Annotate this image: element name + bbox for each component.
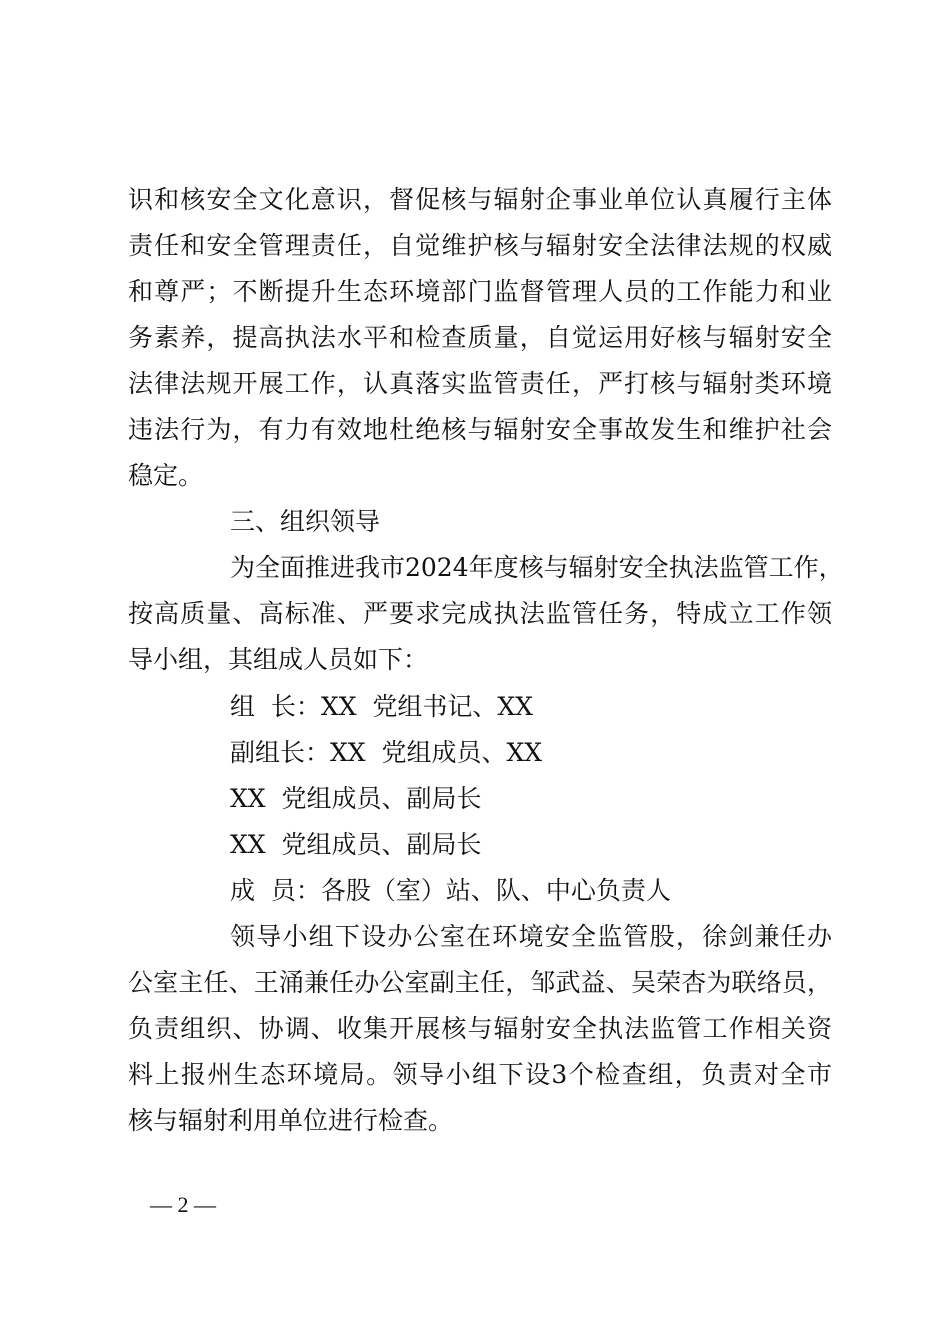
member-deputy: XX 党组成员、副局长 (230, 830, 482, 859)
body-text-line: 和尊严；不断提升生态环境部门监督管理人员的工作能力和业 (128, 277, 832, 306)
body-text-line: 按高质量、高标准、严要求完成执法监管任务，特成立工作领 (128, 599, 832, 628)
body-text-line: 责任和安全管理责任，自觉维护核与辐射安全法律法规的权威 (128, 231, 832, 260)
member-deputy-leader: 副组长：XX 党组成员、XX (230, 738, 543, 767)
member-members: 成 员：各股（室）站、队、中心负责人 (230, 876, 671, 905)
body-text-line: 务素养，提高执法水平和检查质量，自觉运用好核与辐射安全 (128, 323, 832, 352)
body-text-line: 法律法规开展工作，认真落实监管责任，严打核与辐射类环境 (128, 369, 832, 398)
body-text-line: 稳定。 (128, 461, 204, 490)
body-text-line: 领导小组下设办公室在环境安全监管股，徐剑兼任办 (230, 922, 832, 951)
body-text-line: 为全面推进我市2024年度核与辐射安全执法监管工作， (230, 553, 844, 582)
member-deputy: XX 党组成员、副局长 (230, 784, 482, 813)
body-text-line: 核与辐射利用单位进行检查。 (128, 1106, 454, 1135)
body-text-line: 公室主任、王涌兼任办公室副主任，邹武益、吴荣杏为联络员， (128, 968, 832, 997)
body-text-line: 导小组，其组成人员如下： (128, 645, 429, 674)
body-text-line: 违法行为，有力有效地杜绝核与辐射安全事故发生和维护社会 (128, 415, 832, 444)
body-text-line: 料上报州生态环境局。领导小组下设3个检查组，负责对全市 (128, 1060, 832, 1089)
member-leader: 组 长：XX 党组书记、XX (230, 692, 533, 721)
section-heading: 三、组织领导 (230, 507, 381, 536)
body-text-line: 负责组织、协调、收集开展核与辐射安全执法监管工作相关资 (128, 1014, 832, 1043)
page-number: — 2 — (150, 1192, 216, 1217)
body-text-line: 识和核安全文化意识，督促核与辐射企事业单位认真履行主体 (128, 185, 832, 214)
